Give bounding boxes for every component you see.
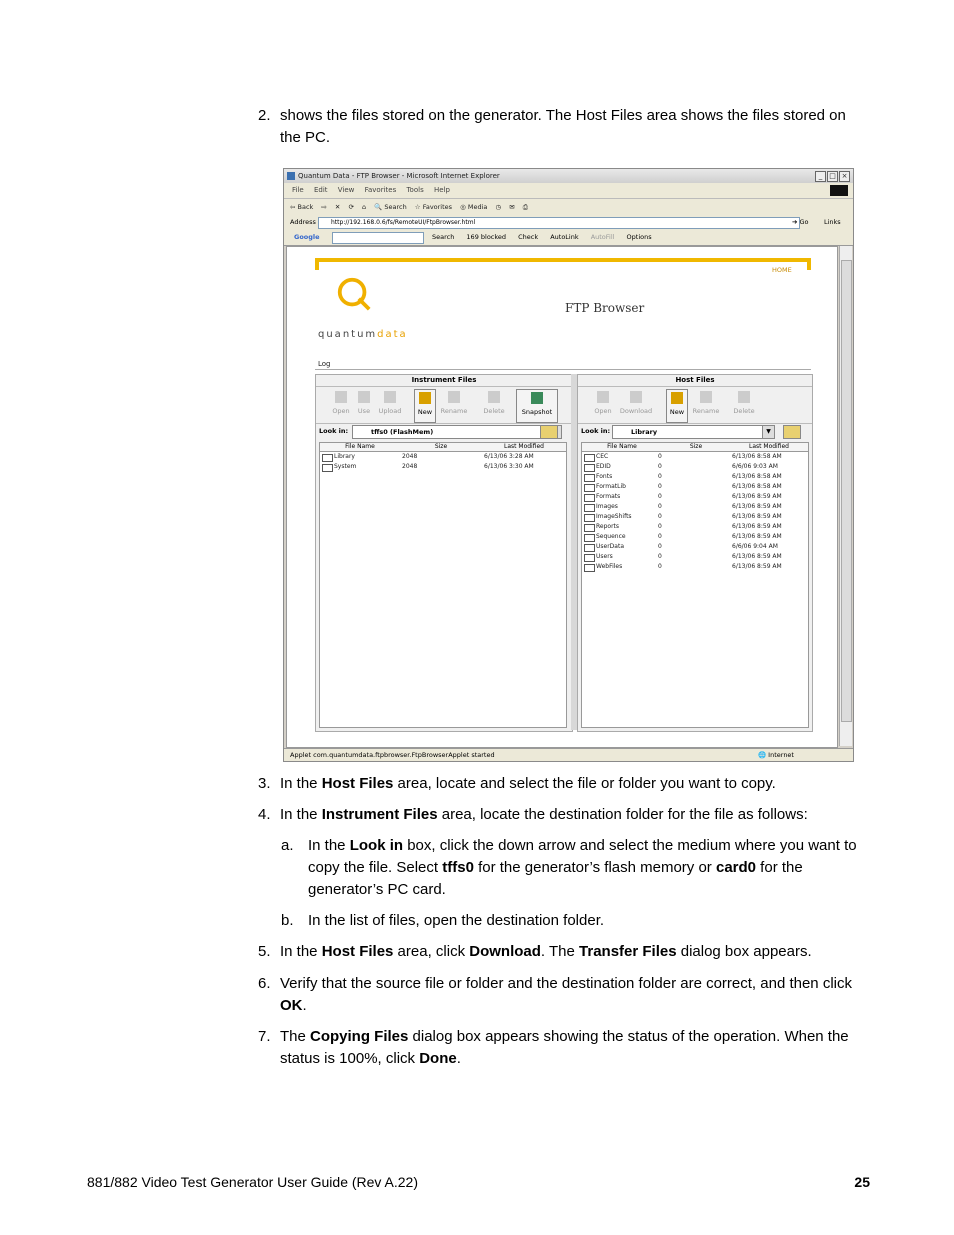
host-up-folder-button[interactable]	[783, 425, 801, 439]
instrument-files-panel	[315, 374, 573, 732]
window-controls	[815, 171, 850, 182]
bold-term: Transfer Files	[579, 943, 677, 960]
file-date: 6/13/06 8:58 AM	[732, 453, 782, 460]
brand-b: data	[377, 329, 408, 340]
file-name: UserData	[596, 543, 625, 550]
use-icon	[358, 391, 370, 403]
table-row[interactable]	[582, 472, 808, 482]
favorites-button[interactable]: ☆ Favorites	[414, 203, 453, 211]
step-number: 3.	[258, 775, 271, 792]
links-button[interactable]: Links	[824, 218, 841, 226]
file-date: 6/13/06 8:59 AM	[732, 553, 782, 560]
step-text	[280, 941, 870, 963]
file-name: Fonts	[596, 473, 613, 480]
step-number: 7.	[258, 1028, 271, 1045]
bold-term: Host Files	[321, 943, 394, 960]
rename-icon	[700, 391, 712, 403]
menu-help[interactable]: Help	[433, 186, 450, 194]
snapshot-label: Snapshot	[521, 408, 553, 416]
page-footer	[87, 1174, 870, 1190]
rename-icon	[448, 391, 460, 403]
text-run: area, locate the destination folder for the file as follows:	[437, 806, 808, 823]
text-run: for the generator’s flash memory or	[473, 859, 716, 876]
text-run: Verify that the source file or folder and the destination folder are correct, and then click	[280, 975, 852, 992]
rename-label: Rename	[692, 407, 720, 415]
bold-term: card0	[715, 859, 757, 876]
browser-toolbar	[284, 199, 853, 216]
menu-bar	[284, 183, 853, 199]
popup-blocked-button[interactable]: 169 blocked	[466, 233, 507, 241]
folder-icon	[322, 454, 333, 462]
rename-button[interactable]	[438, 389, 470, 421]
footer-title: 881/882 Video Test Generator User Guide (Rev A.22)	[87, 1174, 419, 1190]
bold-term: Look in	[349, 837, 404, 854]
file-size: 0	[658, 463, 662, 470]
table-row[interactable]	[582, 552, 808, 562]
delete-label: Delete	[733, 407, 755, 415]
text-run: . The	[540, 943, 580, 960]
window-titlebar	[284, 169, 853, 183]
zone-label: Internet	[768, 751, 794, 759]
status-text: Applet com.quantumdata.ftpbrowser.FtpBrowserApplet started	[290, 751, 495, 759]
step-number: 6.	[258, 975, 271, 992]
home-link[interactable]: HOME	[772, 266, 792, 274]
open-label: Open	[332, 407, 350, 415]
search-button[interactable]: 🔍 Search	[374, 203, 407, 211]
table-header	[320, 443, 566, 452]
folder-icon	[584, 474, 595, 482]
upload-icon	[384, 391, 396, 403]
refresh-icon[interactable]: ⟳	[348, 203, 354, 211]
host-file-table	[581, 442, 809, 728]
table-row[interactable]	[582, 482, 808, 492]
look-in-label: Look in:	[581, 427, 611, 435]
step-text	[280, 1026, 870, 1070]
download-label: Download	[619, 407, 653, 415]
bold-term: Download	[469, 943, 541, 960]
home-icon[interactable]: ⌂	[361, 203, 367, 211]
step-number: a.	[281, 837, 294, 854]
text-run: area, locate and select the file or folder you want to copy.	[393, 775, 776, 792]
table-row[interactable]	[582, 532, 808, 542]
trash-icon	[488, 391, 500, 403]
google-search-button[interactable]: Search	[432, 233, 455, 241]
text-run: The	[280, 1028, 311, 1045]
log-label: Log	[318, 360, 331, 368]
file-size: 0	[658, 523, 662, 530]
host-delete-button[interactable]	[730, 389, 758, 421]
close-icon[interactable]: ×	[839, 171, 850, 182]
host-files-panel	[577, 374, 813, 732]
col-last-modified[interactable]: Last Modified	[748, 443, 789, 450]
menu-favorites[interactable]: Favorites	[364, 186, 397, 194]
trash-icon	[738, 391, 750, 403]
menu-tools[interactable]: Tools	[406, 186, 424, 194]
file-name: CEC	[596, 453, 609, 460]
step-number: 4.	[258, 806, 271, 823]
back-button[interactable]: ⇦ Back	[290, 203, 314, 211]
text-run: In the	[280, 806, 322, 823]
look-in-label: Look in:	[319, 427, 349, 435]
open-icon	[335, 391, 347, 403]
table-row[interactable]	[582, 452, 808, 462]
address-input[interactable]: http://192.168.0.6/fs/RemoteUI/FtpBrowser.html	[318, 217, 800, 229]
bold-term: Instrument Files	[321, 806, 438, 823]
table-row[interactable]	[582, 492, 808, 502]
up-folder-button[interactable]	[540, 425, 558, 439]
look-in-value: Library	[631, 428, 658, 436]
text-run: In the	[280, 775, 322, 792]
file-date: 6/13/06 8:59 AM	[732, 493, 782, 500]
step-text	[280, 973, 870, 1017]
text-run: dialog box appears.	[676, 943, 812, 960]
file-name: Sequence	[596, 533, 626, 540]
menu-view[interactable]: View	[337, 186, 355, 194]
col-last-modified[interactable]: Last Modified	[503, 443, 544, 450]
zone-indicator: 🌐 Internet	[758, 751, 794, 759]
page-title: FTP Browser	[565, 301, 645, 315]
snapshot-icon	[531, 392, 543, 404]
table-row[interactable]	[582, 562, 808, 572]
open-label: Open	[594, 407, 612, 415]
use-button[interactable]	[354, 389, 374, 421]
bold-term: Copying Files	[310, 1028, 409, 1045]
brand-wordmark	[318, 329, 408, 340]
folder-icon	[584, 494, 595, 502]
text-run: area, click	[393, 943, 470, 960]
folder-icon	[584, 484, 595, 492]
download-icon	[630, 391, 642, 403]
step-text	[280, 804, 870, 826]
file-name: WebFiles	[596, 563, 623, 570]
file-date: 6/13/06 8:59 AM	[732, 513, 782, 520]
rename-label: Rename	[440, 407, 468, 415]
step-2	[258, 105, 870, 149]
bold-term: tffs0	[442, 859, 474, 876]
file-size: 2048	[402, 463, 418, 470]
bold-term: Done	[419, 1050, 457, 1067]
col-size[interactable]: Size	[434, 443, 448, 450]
file-date: 6/13/06 8:59 AM	[732, 523, 782, 530]
chevron-down-icon[interactable]: ▼	[762, 426, 774, 438]
menu-edit[interactable]: Edit	[313, 186, 328, 194]
text-run: In the	[308, 837, 350, 854]
look-in-value: tffs0 (FlashMem)	[371, 428, 434, 436]
vertical-scrollbar[interactable]	[839, 246, 852, 746]
text-run: In the	[280, 943, 322, 960]
step-number: 5.	[258, 943, 271, 960]
file-size: 0	[658, 483, 662, 490]
file-date: 6/6/06 9:04 AM	[732, 543, 778, 550]
folder-icon	[584, 514, 595, 522]
maximize-icon[interactable]: □	[827, 171, 838, 182]
table-row[interactable]	[582, 502, 808, 512]
forward-icon[interactable]: ⇨	[321, 203, 327, 211]
col-size[interactable]: Size	[689, 443, 703, 450]
snapshot-button[interactable]	[516, 389, 558, 423]
substep-b	[281, 910, 871, 932]
step-6	[258, 973, 870, 1017]
file-size: 0	[658, 473, 662, 480]
folder-icon	[584, 524, 595, 532]
table-row[interactable]	[320, 452, 566, 462]
menu-file[interactable]: File	[292, 186, 304, 194]
file-date: 6/13/06 3:30 AM	[484, 463, 534, 470]
file-size: 0	[658, 553, 662, 560]
go-button[interactable]: ➔ Go	[792, 218, 809, 226]
google-logo[interactable]: Google	[294, 233, 320, 241]
host-open-button[interactable]	[592, 389, 614, 421]
go-label: Go	[799, 218, 809, 226]
text-run: for the generator’s PC card.	[308, 859, 803, 898]
text-run: .	[302, 997, 307, 1014]
back-label: Back	[297, 203, 314, 211]
new-folder-icon	[419, 392, 431, 404]
step-text: In the list of files, open the destination folder.	[308, 912, 605, 929]
file-date: 6/13/06 8:59 AM	[732, 503, 782, 510]
panel-title: Host Files	[578, 375, 812, 387]
bold-term: OK	[280, 997, 303, 1014]
upload-button[interactable]	[376, 389, 404, 421]
mail-icon[interactable]: ✉	[509, 203, 515, 211]
autolink-button[interactable]: AutoLink	[550, 233, 579, 241]
new-label: New	[669, 408, 685, 416]
panel-title: Instrument Files	[316, 375, 572, 387]
header-bar-right	[807, 258, 811, 270]
window-title: Quantum Data - FTP Browser - Microsoft Internet Explorer	[298, 172, 500, 180]
host-rename-button[interactable]	[690, 389, 722, 421]
step-5	[258, 941, 870, 963]
step-text	[280, 773, 870, 795]
use-label: Use	[357, 407, 371, 415]
print-icon[interactable]: ⎙	[522, 203, 528, 211]
folder-icon	[322, 464, 333, 472]
page-number: 25	[854, 1174, 870, 1190]
file-name: Users	[596, 553, 613, 560]
brand-a: quantum	[318, 329, 378, 340]
file-name: Reports	[596, 523, 620, 530]
folder-icon	[584, 544, 595, 552]
folder-icon	[584, 504, 595, 512]
instrument-toolbar	[316, 387, 572, 424]
file-size: 0	[658, 513, 662, 520]
spell-check-button[interactable]: Check	[518, 233, 539, 241]
look-in-select[interactable]	[352, 425, 562, 439]
header-bar	[315, 258, 811, 262]
file-size: 0	[658, 563, 662, 570]
google-toolbar	[284, 230, 853, 246]
stop-icon[interactable]: ✕	[334, 203, 341, 211]
text-run: dialog box appears showing the status of the operation. When the status is 100%, click	[280, 1028, 849, 1067]
step-4	[258, 804, 870, 826]
file-size: 0	[658, 503, 662, 510]
file-date: 6/13/06 3:28 AM	[484, 453, 534, 460]
folder-icon	[584, 534, 595, 542]
file-size: 0	[658, 453, 662, 460]
status-bar	[284, 748, 853, 762]
file-size: 0	[658, 543, 662, 550]
delete-button[interactable]	[480, 389, 508, 421]
folder-icon	[584, 454, 595, 462]
open-icon	[597, 391, 609, 403]
table-row[interactable]	[582, 512, 808, 522]
header-bar-left	[315, 258, 319, 270]
table-row[interactable]	[320, 462, 566, 472]
google-search-input[interactable]	[332, 232, 424, 244]
address-label: Address	[290, 218, 316, 226]
host-new-button[interactable]	[666, 389, 688, 423]
media-label: Media	[467, 203, 488, 211]
autofill-button[interactable]: AutoFill	[590, 233, 615, 241]
ie-icon	[287, 172, 295, 180]
media-button[interactable]: ◎ Media	[460, 203, 488, 211]
step-7	[258, 1026, 870, 1070]
host-look-in-select[interactable]	[612, 425, 775, 439]
bold-term: Host Files	[321, 775, 394, 792]
new-button[interactable]	[414, 389, 436, 423]
folder-icon	[584, 564, 595, 572]
file-date: 6/13/06 8:58 AM	[732, 473, 782, 480]
open-button[interactable]	[330, 389, 352, 421]
file-date: 6/13/06 8:58 AM	[732, 483, 782, 490]
table-row[interactable]	[582, 542, 808, 552]
col-file-name[interactable]: File Name	[345, 443, 375, 450]
windows-logo-icon	[830, 185, 848, 196]
upload-label: Upload	[378, 407, 402, 415]
step-number: b.	[281, 912, 294, 929]
file-date: 6/13/06 8:59 AM	[732, 533, 782, 540]
instrument-file-table	[319, 442, 567, 728]
history-icon[interactable]: ◷	[495, 203, 502, 211]
new-label: New	[417, 408, 433, 416]
address-bar	[284, 215, 853, 231]
file-name: ImageShifts	[596, 513, 632, 520]
favorites-label: Favorites	[422, 203, 453, 211]
col-file-name[interactable]: File Name	[607, 443, 637, 450]
minimize-icon[interactable]: _	[815, 171, 826, 182]
file-size: 0	[658, 533, 662, 540]
file-size: 0	[658, 493, 662, 500]
step-text: shows the files stored on the generator. The Host Files area shows the files stored on the PC.	[280, 107, 846, 146]
table-row[interactable]	[582, 462, 808, 472]
new-folder-icon	[671, 392, 683, 404]
download-button[interactable]	[616, 389, 656, 421]
table-row[interactable]	[582, 522, 808, 532]
file-name: Images	[596, 503, 618, 510]
substep-a	[281, 835, 871, 901]
ftp-browser-screenshot	[283, 168, 854, 762]
file-size: 2048	[402, 453, 418, 460]
file-date: 6/6/06 9:03 AM	[732, 463, 778, 470]
search-label: Search	[384, 203, 407, 211]
file-name: System	[334, 463, 357, 470]
page-content	[286, 246, 838, 748]
folder-icon	[584, 464, 595, 472]
options-button[interactable]: Options	[626, 233, 652, 241]
scrollbar-thumb[interactable]	[841, 260, 852, 722]
text-run: .	[456, 1050, 461, 1067]
folder-icon	[584, 554, 595, 562]
file-name: FormatLib	[596, 483, 626, 490]
text-run: box, click the down arrow and select the medium where you want to copy the file. Select	[308, 837, 857, 876]
file-name: Formats	[596, 493, 621, 500]
file-name: EDID	[596, 463, 611, 470]
step-number: 2.	[258, 107, 271, 124]
delete-label: Delete	[483, 407, 505, 415]
log-divider	[315, 369, 811, 370]
table-header	[582, 443, 808, 452]
host-toolbar	[578, 387, 812, 424]
step-3	[258, 773, 870, 795]
step-text	[308, 835, 871, 901]
file-date: 6/13/06 8:59 AM	[732, 563, 782, 570]
quantumdata-logo-icon	[335, 275, 373, 313]
file-name: Library	[334, 453, 355, 460]
